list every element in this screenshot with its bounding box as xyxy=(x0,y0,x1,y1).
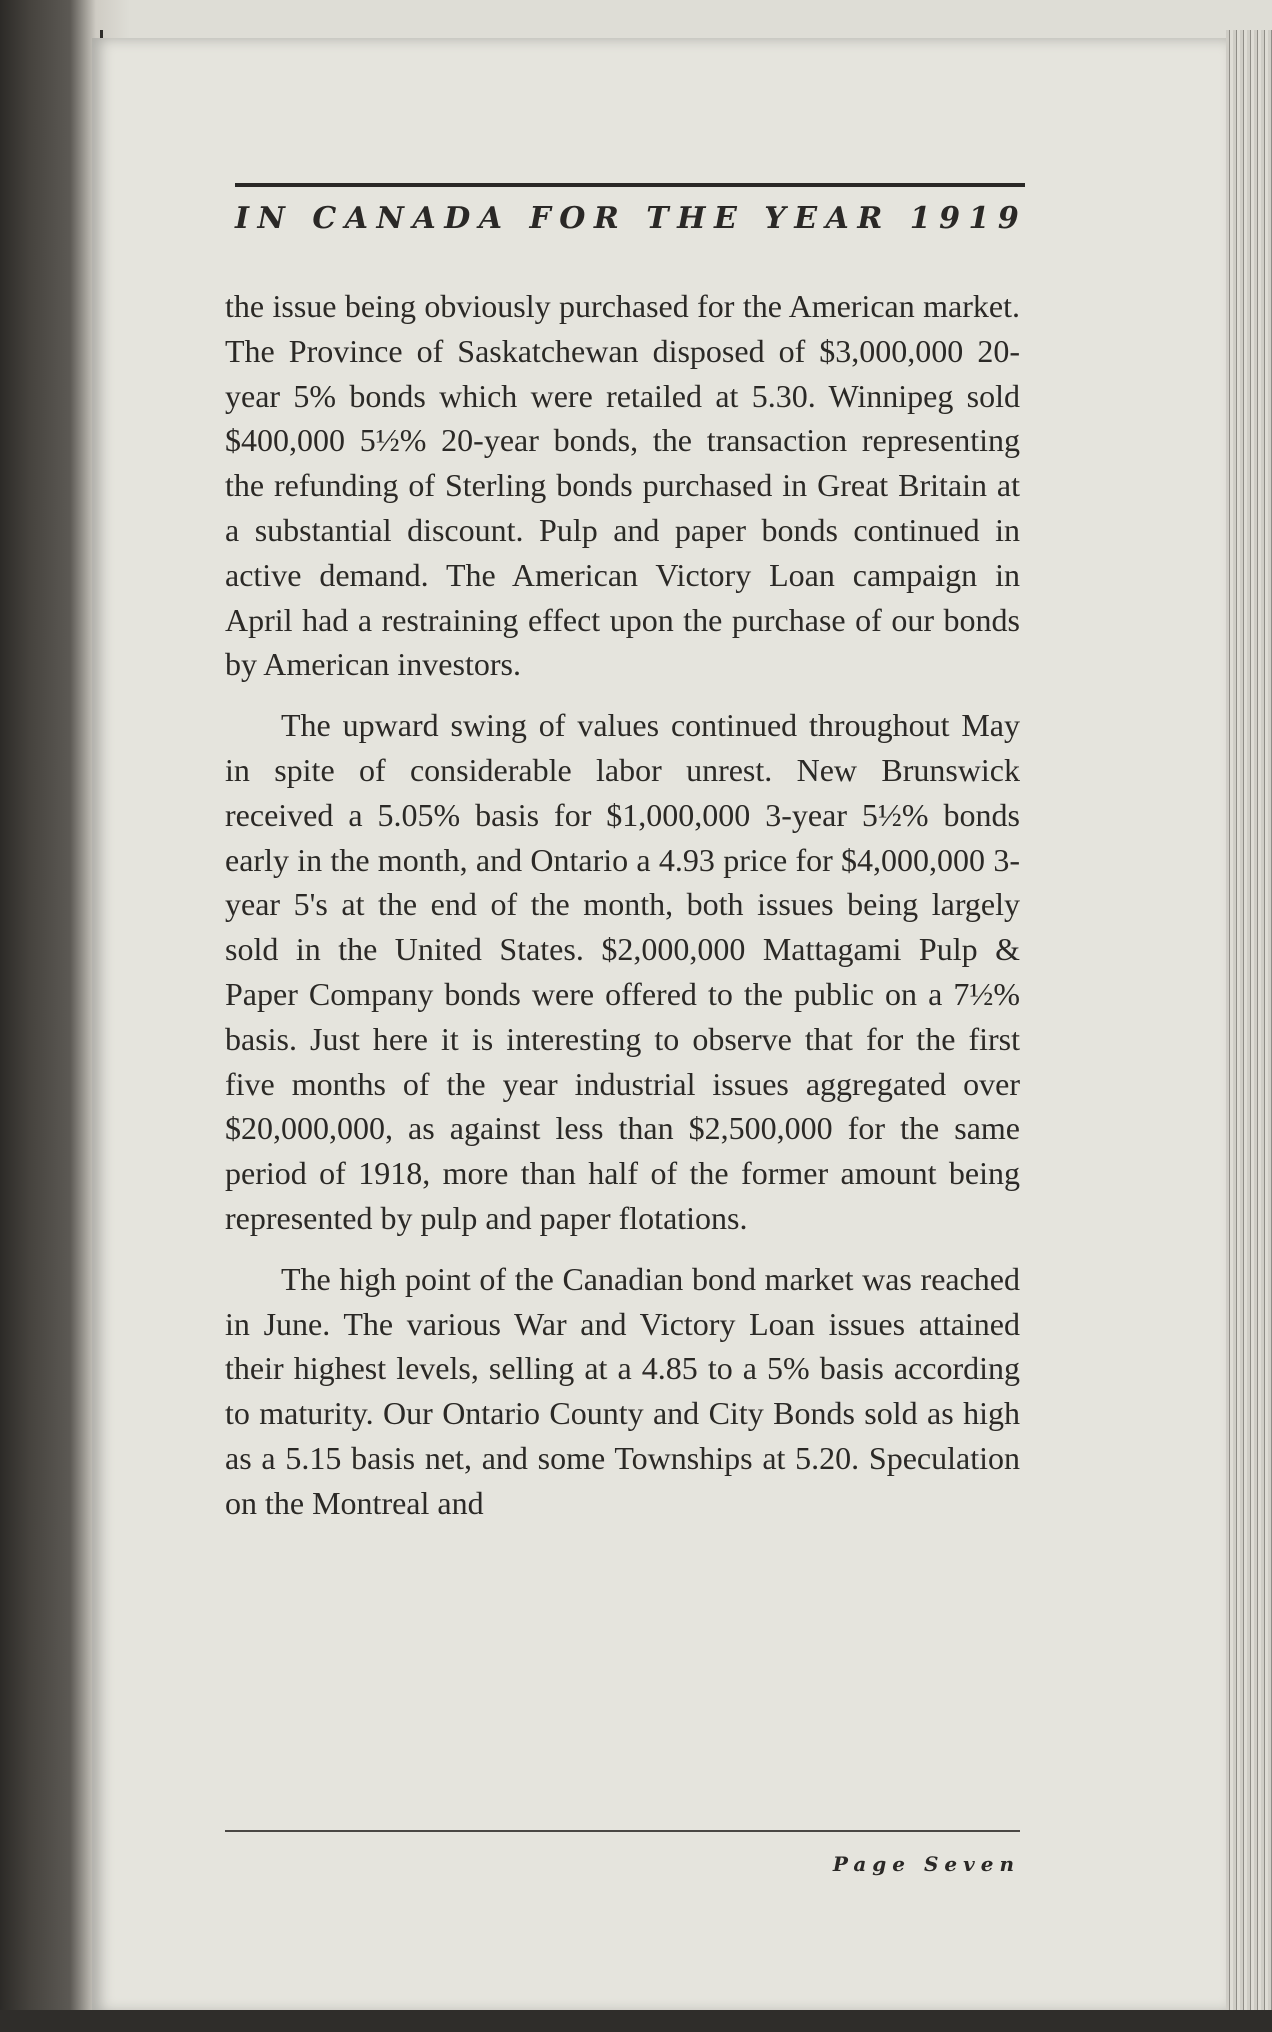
footer-rule xyxy=(225,1830,1020,1832)
page-number-label: Page Seven xyxy=(832,1852,1020,1876)
body-text xyxy=(225,284,1020,1526)
paragraph-2: The upward swing of values continued throughout May in spite of considerable labor unrest. New Brunswick received a 5.05% basis for $1,000,000 3-year 5½% bonds early in the month, and Ontario a 4.93 price for $4,000,000 3-year 5's at the end of the month, both issues being largely sold in the United States. $2,000,000 Mattagami Pulp & Paper Company bonds were offered to the public on a 7½% basis. Just here it is interesting to observe that for the first five months of the year industrial issues aggregated over $20,000,000, as against less than $2,500,000 for the same period of 1918, more than half of the former amount being represented by pulp and paper flotations. xyxy=(225,707,1020,1236)
scan-border xyxy=(0,2010,1272,2032)
header-rule xyxy=(235,183,1025,187)
running-header xyxy=(235,183,1028,236)
page-edges xyxy=(1226,30,1272,2010)
paragraph-1: the issue being obviously purchased for the American market. The Province of Saskatchewan disposed of $3,000,000 20-year 5% bonds which were retailed at 5.30. Winnipeg sold $400,000 5½% 20-year bonds, the transaction representing the refunding of Sterling bonds purchased in Great Britain at a substantial discount. Pulp and paper bonds continued in active demand. The American Victory Loan campaign in April had a restraining effect upon the purchase of our bonds by American investors. xyxy=(225,288,1020,683)
page-footer xyxy=(225,1830,1020,1876)
running-title: IN CANADA FOR THE YEAR 1919 xyxy=(235,201,1028,236)
paragraph-3: The high point of the Canadian bond market was reached in June. The various War and Victory Loan issues attained their highest levels, selling at a 4.85 to a 5% basis according to maturity. Our Ontario County and City Bonds sold as high as a 5.15 basis net, and some Townships at 5.20. Speculation on the Montreal and xyxy=(225,1260,1020,1521)
